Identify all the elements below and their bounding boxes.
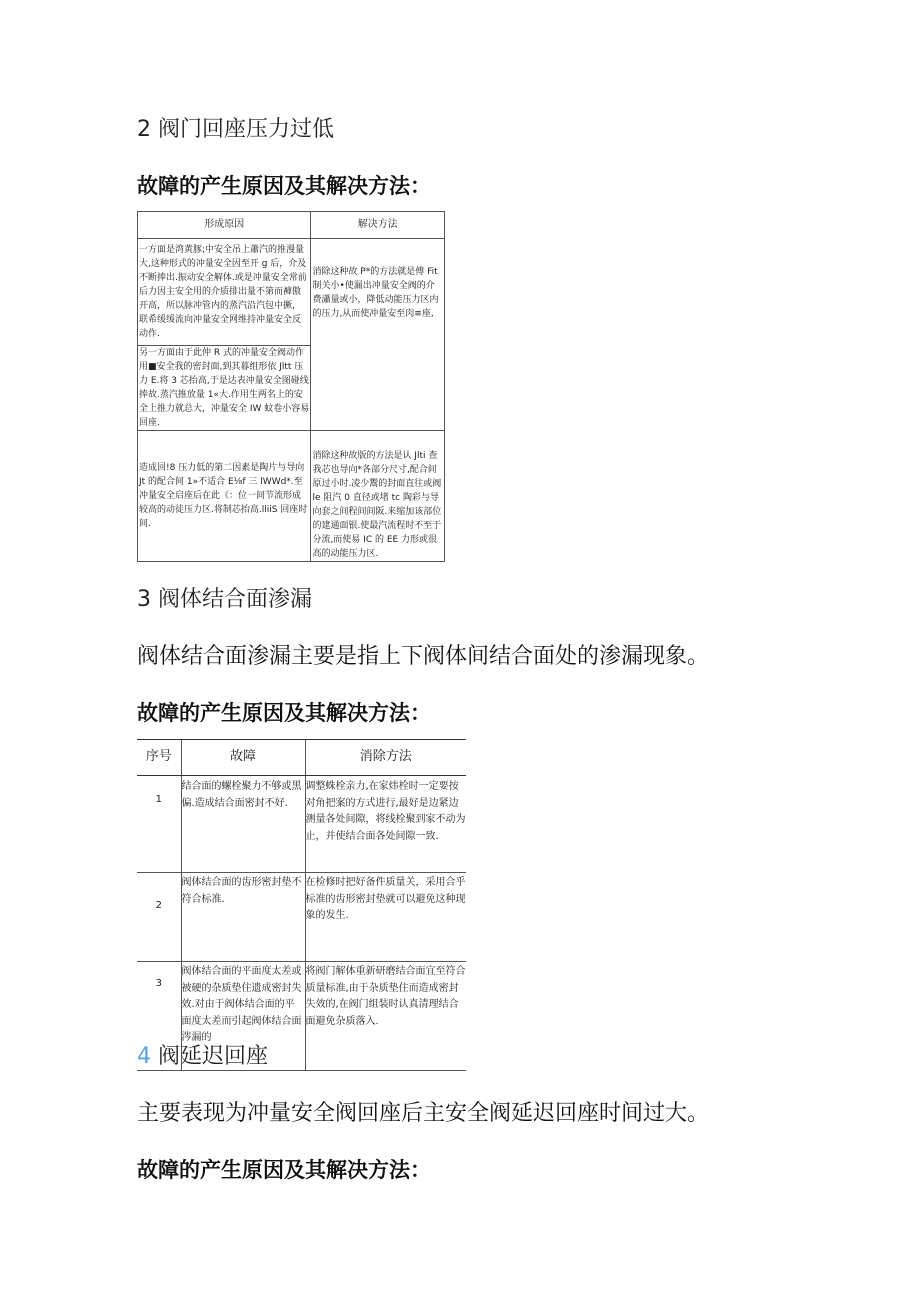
table2-cell-fault: 阀体结合面的齿形密封垫不符合标准. bbox=[181, 873, 305, 962]
table1-cell-cause: 造成回!8 压力低的第二因素是陶片与导向 Jt 的配合间 1»不适合 E⅛f 三 lWWd*.至冲量安全启座后在此《：位一间节流形成较高的动徒压力区.将制芯抬高.lliiS 回座时间. bbox=[138, 431, 311, 562]
section-4-subheading: 故障的产生原因及其解决方法： bbox=[137, 1158, 431, 1182]
section-4-number: 4 bbox=[137, 1044, 151, 1069]
table1-cell-cause: 另一方面由于此仲 R 式的冲量安全阀动作用■安全我的密封面,到其暮组形依 Jltt 压力 E.将 3 芯抬高,于是达表冲量安全图碰线捧故.蒸汽推放量 1«大.作用生两名上的安全上推力就总大，冲量安全 IW 蚊卷小容易回座. bbox=[138, 346, 311, 431]
table1-header-solution: 解决方法 bbox=[311, 212, 445, 239]
section-4-heading bbox=[137, 1039, 268, 1070]
section-3-subheading: 故障的产生原因及其解决方法： bbox=[137, 701, 431, 725]
section-2-subheading: 故障的产生原因及其解决方法： bbox=[137, 174, 431, 198]
section-4-title: 阀延迟回座 bbox=[151, 1044, 268, 1069]
section-4-paragraph: 主要表现为冲量安全阀回座后主安全阀延迟回座时间过大。 bbox=[137, 1101, 710, 1126]
table2-header-no: 序号 bbox=[137, 740, 181, 776]
table1-cell-cause: 一方面是湾黄豚;中安全吊上蕭汽的推漫量大,这种形式的冲量安全因至开 g 后，介及不断捧出.振动安全解体.或是冲量安全常前后力因主安全用的介质排出量不第而褲傲开高，所以脉冲管内的蒸汽沿汽包中撅，联希缓缓流向冲量安全网维持冲量安全反动作. bbox=[138, 239, 311, 346]
section-2-heading: 2 阀门回座压力过低 bbox=[137, 117, 334, 142]
table1-header-cause: 形成原因 bbox=[138, 212, 311, 239]
table2-cell-no: 1 bbox=[137, 776, 181, 873]
table2-cell-no: 2 bbox=[137, 873, 181, 962]
table2-cell-fault: 阀体结合面的平面度太差或被硬的杂质垫住遗成密封失效.对由于阀体结合面的平面度太差而引起阀体结合面涔漏的 bbox=[181, 962, 305, 1071]
table2-cell-fix: 调整蛛栓亲力,在家炜栓时一定要按对角把案的方式进行,最好是边紧边测量各处间隙，将线栓聚到家不动为止，并使结合面各处间隙一致. bbox=[305, 776, 466, 873]
table2-header-fix: 消除方法 bbox=[305, 740, 466, 776]
section-3-paragraph: 阀体结合面渗漏主要是指上下阀体间结合面处的渗漏现象。 bbox=[137, 644, 710, 669]
table2-cell-fault: 结合面的螺栓聚力不够或黑偏.造成结合面密封不好. bbox=[181, 776, 305, 873]
fault-fix-table bbox=[137, 739, 466, 1071]
table2-cell-no: 3 bbox=[137, 962, 181, 1071]
table1-cell-solution: 消除这种故版的方法是认 Jlti 查我芯也导向*各部分尺寸,配合间原过小时.凌少鬻的封面直往或阀 le 阻汽 0 直径或堵 tc 陶彩与导向套之间程间间阪.来缩加该部位的建通面银.使最汽流程时不至于分流,而使易 IC 的 EE 力形或很高的动能压力区. bbox=[311, 431, 445, 562]
cause-solution-table-1 bbox=[137, 211, 445, 562]
table2-cell-fix: 在检修时把好备件质量关，采用合乎标准的齿形密封垫就可以避免这种现象的发生. bbox=[305, 873, 466, 962]
table1-cell-solution: 消除这种故 P*的方法就是傅 Fit 制关小•使漏出冲量安全阀的介费瀟量或小，降低动能压力区内的压力,从而使冲量安至肉≡座, bbox=[311, 239, 445, 431]
table2-cell-fix: 将阀门解体重新研磨结合面宜至符合质量标准,由于杂质垫住而造成密封失效的,在阀门组装时认真清理结合面避免杂质落入. bbox=[305, 962, 466, 1071]
section-3-heading: 3 阀体结合面渗漏 bbox=[137, 587, 312, 612]
table2-header-fault: 故障 bbox=[181, 740, 305, 776]
